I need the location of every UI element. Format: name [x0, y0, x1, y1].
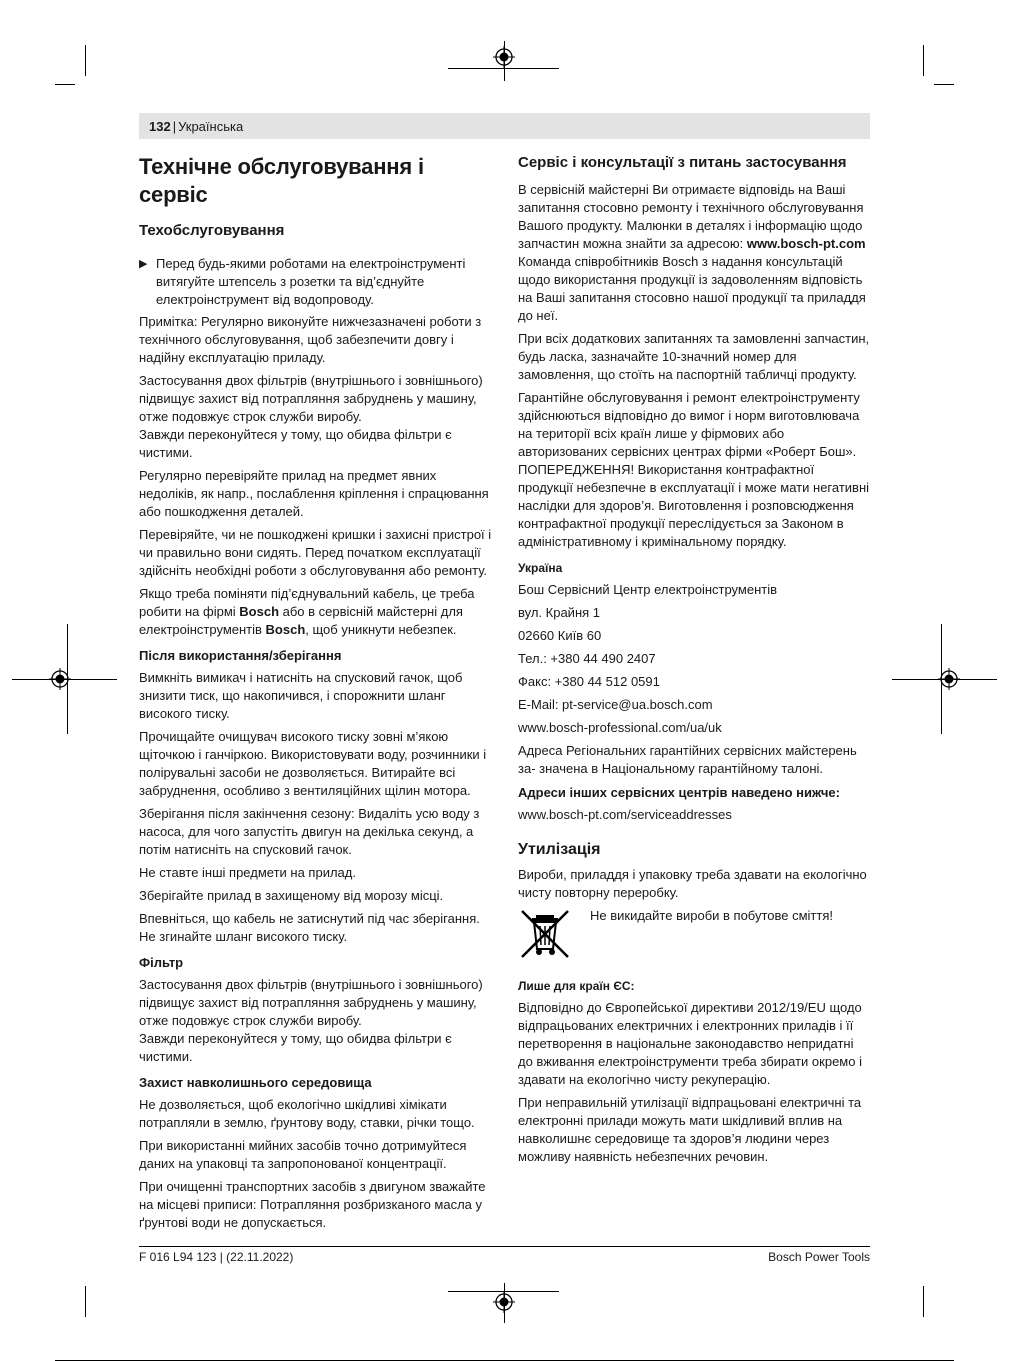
paragraph: Застосування двох фільтрів (внутрішнього і зовнішнього) підвищує захист від потрапляння забруднень у машину, отже подовжує строк служби виробу.: [139, 373, 483, 424]
paragraph: Гарантійне обслуговування і ремонт електроінструменту здійснюються відповідно до вимог і норм виготовлювача на території всіх країн лише у фірмових або авторизованих сервісних центрах фірми «Роберт Бош». ПОПЕРЕДЖЕННЯ! Використання контрафактної продукції небезпечне в експлуатації і може мати негативні наслідки для здоров’я. Виготовлення і розповсюдження контрафактної продукції переслідується за Законом в адміністративному і кримінальному порядку.: [518, 390, 870, 549]
country-heading: Україна: [518, 561, 563, 575]
maintenance-heading: Техобслуговування: [139, 222, 285, 239]
paragraph: Примітка: Регулярно виконуйте нижчезазначені роботи з технічного обслуговування, щоб забезпечити довгу і надійну експлуатацію приладу.: [139, 314, 482, 365]
disposal-icon-text: Не викидайте вироби в побутове сміття!: [590, 908, 833, 923]
service-heading: Сервіс і консультації з питань застосування: [518, 154, 847, 171]
footer-code: F 016 L94 123 | (22.11.2022): [139, 1250, 294, 1264]
text-run: Якщо треба поміняти під’єднувальний кабель, це треба робити на фірмі: [139, 586, 475, 619]
address-line: Тел.: +380 44 490 2407: [518, 651, 656, 666]
page-header: [139, 113, 870, 139]
right-column: [518, 153, 870, 1171]
paragraph: Вимкніть вимикач і натисніть на спусковий гачок, щоб знизити тиск, що накопичився, і спорожнити шланг високого тиску.: [139, 670, 463, 721]
crop-mark: [85, 45, 86, 76]
address-line: вул. Крайня 1: [518, 605, 600, 620]
website-link[interactable]: www.bosch-professional.com/ua/uk: [518, 720, 722, 735]
address-block: [518, 581, 870, 737]
disposal-notice: [518, 907, 870, 961]
address-line: Факс: +380 44 512 0591: [518, 674, 660, 689]
text-run: Команда співробітників Bosch з надання консультацій щодо використання продукції із задоволенням відповість на Ваші запитання стосовно нашої продукції та приладдя до неї.: [518, 254, 866, 323]
crop-mark: [85, 1286, 86, 1317]
footer-divider: [139, 1246, 870, 1247]
crop-mark: [923, 45, 924, 76]
registration-mark-icon: [493, 46, 515, 68]
paragraph: При очищенні транспортних засобів з двигуном зважайте на місцеві приписи: Потрапляння розбризканого масла у ґрунтові води не допускається.: [139, 1179, 486, 1230]
paragraph: Застосування двох фільтрів (внутрішнього і зовнішнього) підвищує захист від потрапляння забруднень у машину, отже подовжує строк служби виробу.: [139, 977, 483, 1028]
environment-heading: Захист навколишнього середовища: [139, 1075, 372, 1090]
paragraph: Не дозволяється, щоб екологічно шкідливі хімікати потрапляли в землю, ґрунтову воду, ставки, річки тощо.: [139, 1097, 475, 1130]
footer-brand: Bosch Power Tools: [768, 1250, 870, 1264]
paragraph: Вироби, приладдя і упаковку треба здавати на екологічно чисту повторну переробку.: [518, 867, 867, 900]
warning-bullet: [139, 255, 494, 309]
other-centers-heading: Адреси інших сервісних центрів наведено нижче:: [518, 785, 840, 800]
left-column: [139, 153, 494, 1237]
paragraph: Зберігайте прилад в захищеному від морозу місці.: [139, 888, 444, 903]
after-use-heading: Після використання/зберігання: [139, 648, 342, 663]
text-run: В сервісній майстерні Ви отримаєте відповідь на Ваші запитання стосовно ремонту і технічного обслуговування Вашого продукту. Малюнки в деталях і інформацію щодо запчастин можна знайти за адресою:: [518, 182, 864, 251]
crop-mark: [55, 84, 75, 85]
service-addresses-link[interactable]: www.bosch-pt.com/serviceaddresses: [518, 807, 732, 822]
paragraph: При неправильній утилізації відпрацьовані електричні та електронні прилади можуть мати шкідливий вплив на навколишнє середовище та здоров’я людини через можливу наявність небезпечних речовин.: [518, 1095, 862, 1164]
triangle-right-icon: ▶: [139, 258, 148, 270]
crop-mark: [934, 84, 954, 85]
service-link[interactable]: www.bosch-pt.com: [746, 236, 866, 251]
registration-mark-icon: [49, 668, 71, 690]
paragraph: Впевніться, що кабель не затиснутий під час зберігання. Не згинайте шланг високого тиску.: [139, 911, 480, 944]
paragraph: Завжди переконуйтеся у тому, що обидва фільтри є чистими.: [139, 427, 452, 460]
registration-mark-icon: [938, 668, 960, 690]
paragraph: [139, 585, 494, 639]
registration-mark-icon: [493, 1291, 515, 1313]
crossed-out-wheelie-bin-icon: [518, 907, 572, 961]
email-link[interactable]: E-Mail: pt-service@ua.bosch.com: [518, 697, 713, 712]
paragraph: Завжди переконуйтеся у тому, що обидва фільтри є чистими.: [139, 1031, 452, 1064]
paragraph: Адреса Регіональних гарантійних сервісних майстерень за- значена в Національному гарантійному талоні.: [518, 743, 857, 776]
eu-heading: Лише для країн ЄС:: [518, 979, 635, 993]
bullet-text: Перед будь-якими роботами на електроінструменті витягуйте штепсель з розетки та від’єднуйте електроінструмент від водопроводу.: [156, 256, 466, 307]
header-separator: |: [172, 118, 177, 134]
address-line: 02660 Київ 60: [518, 628, 602, 643]
paragraph: Перевіряйте, чи не пошкоджені кришки і захисні пристрої і чи правильно вони сидять. Перед початком експлуатації здійсніть необхідні роботи з обслуговування або ремонту.: [139, 527, 492, 578]
disposal-heading: Утилізація: [518, 841, 601, 858]
page-number: 132: [149, 118, 171, 134]
paragraph: Регулярно перевіряйте прилад на предмет явних недоліків, як напр., послаблення кріплення і спрацювання або пошкодження деталей.: [139, 468, 489, 519]
filter-heading: Фільтр: [139, 955, 184, 970]
brand-name: Bosch: [239, 604, 280, 619]
crop-mark: [923, 1286, 924, 1317]
paragraph: При використанні мийних засобів точно дотримуйтеся даних на упаковці та запропонованої концентрації.: [139, 1138, 467, 1171]
paragraph: Зберігання після закінчення сезону: Видаліть усю воду з насоса, для чого запустіть двигун на декілька секунд, а потім натисніть на спусковий гачок.: [139, 806, 480, 857]
paragraph: [518, 181, 870, 325]
paragraph: При всіх додаткових запитаннях та замовленні запчастин, будь ласка, зазначайте 10-значний номер для замовлення, що стоїть на паспортній табличці продукту.: [518, 331, 870, 382]
brand-name: Bosch: [265, 622, 306, 637]
page-title: Технічне обслуговування і сервіс: [139, 154, 424, 207]
paragraph: Відповідно до Європейської директиви 2012/19/EU щодо відпрацьованих електричних і електронних приладів і її перетворення в національне законодавство непридатні до вживання електроінструменти треба збирати окремо і здавати на екологічно чисту рекуперацію.: [518, 1000, 862, 1087]
address-line: Бош Сервісний Центр електроінструментів: [518, 582, 777, 597]
header-language: Українська: [178, 118, 244, 134]
paragraph: Прочищайте очищувач високого тиску зовні м’якою щіточкою і ганчіркою. Використовувати воду, розчинники і полірувальні засоби не дозволяється. Витирайте всі забруднення, особливо з вентиляційних щілин мотора.: [139, 729, 487, 798]
text-run: , щоб уникнути небезпек.: [305, 622, 457, 637]
text-run: або в сервісній майстерні для електроінструментів: [139, 604, 463, 637]
paragraph: Не ставте інші предмети на прилад.: [139, 865, 356, 880]
